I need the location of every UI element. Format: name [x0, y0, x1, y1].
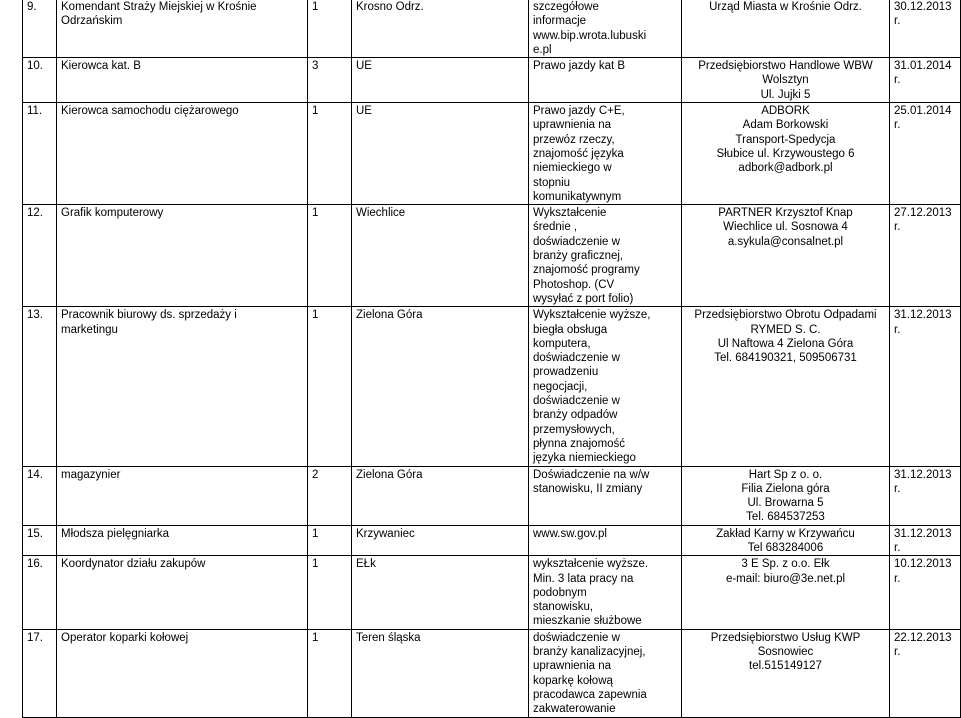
table-row — [23, 629, 961, 717]
job-location: Krosno Odrz. — [352, 0, 529, 58]
job-title: Operator koparki kołowej — [57, 629, 308, 717]
job-requirements: Wykształcenie wyższe, biegła obsługa komputera, doświadczenie w prowadzeniu negocjacji, doświadczenie w branży odpadów przemysłowych, płynna znajomość języka niemieckiego — [529, 307, 682, 466]
employer-info: ADBORK Adam Borkowski Transport-Spedycja Słubice ul. Krzywoustego 6 adbork@adbork.pl — [682, 103, 890, 205]
job-location: UE — [352, 58, 529, 103]
employer-info: Zakład Karny w Krzywańcu Tel 683284006 — [682, 525, 890, 556]
table-row — [23, 58, 961, 103]
row-number: 13. — [23, 307, 57, 466]
row-number: 11. — [23, 103, 57, 205]
job-title: Kierowca samochodu ciężarowego — [57, 103, 308, 205]
job-location: Wiechlice — [352, 205, 529, 307]
job-location: Teren śląska — [352, 629, 529, 717]
vacancy-count: 1 — [308, 556, 352, 629]
vacancy-count: 1 — [308, 103, 352, 205]
job-location: UE — [352, 103, 529, 205]
job-requirements: Doświadczenie na w/w stanowisku, II zmiany — [529, 466, 682, 525]
row-number: 14. — [23, 466, 57, 525]
row-number: 9. — [23, 0, 57, 58]
table-row — [23, 525, 961, 556]
table-row — [23, 307, 961, 466]
table-row — [23, 556, 961, 629]
employer-info: Przedsiębiorstwo Obrotu Odpadami RYMED S. C. Ul Naftowa 4 Zielona Góra Tel. 684190321, 509506731 — [682, 307, 890, 466]
job-offers-table — [22, 0, 961, 718]
job-title: magazynier — [57, 466, 308, 525]
offer-date: 31.01.2014 r. — [890, 58, 961, 103]
table-row — [23, 466, 961, 525]
offer-date: 30.12.2013 r. — [890, 0, 961, 58]
row-number: 10. — [23, 58, 57, 103]
job-title: Młodsza pielęgniarka — [57, 525, 308, 556]
row-number: 16. — [23, 556, 57, 629]
employer-info: PARTNER Krzysztof Knap Wiechlice ul. Sosnowa 4 a.sykula@consalnet.pl — [682, 205, 890, 307]
vacancy-count: 3 — [308, 58, 352, 103]
employer-info: Przedsiębiorstwo Handlowe WBW Wolsztyn Ul. Jujki 5 — [682, 58, 890, 103]
job-requirements: szczegółowe informacje www.bip.wrota.lubuski e.pl — [529, 0, 682, 58]
job-location: EŁk — [352, 556, 529, 629]
vacancy-count: 1 — [308, 307, 352, 466]
job-requirements: wykształcenie wyższe. Min. 3 lata pracy na podobnym stanowisku, mieszkanie służbowe — [529, 556, 682, 629]
employer-info: Urząd Miasta w Krośnie Odrz. — [682, 0, 890, 58]
job-location: Zielona Góra — [352, 466, 529, 525]
row-number: 17. — [23, 629, 57, 717]
vacancy-count: 1 — [308, 629, 352, 717]
job-title: Komendant Straży Miejskiej w Krośnie Odrzańskim — [57, 0, 308, 58]
row-number: 12. — [23, 205, 57, 307]
job-requirements: Prawo jazdy kat B — [529, 58, 682, 103]
job-title: Kierowca kat. B — [57, 58, 308, 103]
employer-info: Hart Sp z o. o. Filia Zielona góra Ul. Browarna 5 Tel. 684537253 — [682, 466, 890, 525]
job-requirements: Wykształcenie średnie , doświadczenie w branży graficznej, znajomość programy Photoshop. (CV wysyłać z port folio) — [529, 205, 682, 307]
table-row — [23, 103, 961, 205]
job-location: Krzywaniec — [352, 525, 529, 556]
offer-date: 31.12.2013 r. — [890, 525, 961, 556]
offer-date: 31.12.2013 r. — [890, 307, 961, 466]
offer-date: 10.12.2013 r. — [890, 556, 961, 629]
offer-date: 31.12.2013 r. — [890, 466, 961, 525]
row-number: 15. — [23, 525, 57, 556]
vacancy-count: 1 — [308, 0, 352, 58]
job-requirements: Prawo jazdy C+E, uprawnienia na przewóz rzeczy, znajomość języka niemieckiego w stopniu komunikatywnym — [529, 103, 682, 205]
job-title: Pracownik biurowy ds. sprzedaży i marketingu — [57, 307, 308, 466]
offer-date: 27.12.2013 r. — [890, 205, 961, 307]
table-row — [23, 0, 961, 58]
vacancy-count: 2 — [308, 466, 352, 525]
offer-date: 22.12.2013 r. — [890, 629, 961, 717]
table-row — [23, 205, 961, 307]
vacancy-count: 1 — [308, 525, 352, 556]
vacancy-count: 1 — [308, 205, 352, 307]
job-requirements: doświadczenie w branży kanalizacyjnej, uprawnienia na koparkę kołową pracodawca zapewnia zakwaterowanie — [529, 629, 682, 717]
job-title: Koordynator działu zakupów — [57, 556, 308, 629]
employer-info: Przedsiębiorstwo Usług KWP Sosnowiec tel.515149127 — [682, 629, 890, 717]
job-location: Zielona Góra — [352, 307, 529, 466]
offer-date: 25.01.2014 r. — [890, 103, 961, 205]
employer-info: 3 E Sp. z o.o. Ełk e-mail: biuro@3e.net.pl — [682, 556, 890, 629]
job-title: Grafik komputerowy — [57, 205, 308, 307]
job-requirements: www.sw.gov.pl — [529, 525, 682, 556]
